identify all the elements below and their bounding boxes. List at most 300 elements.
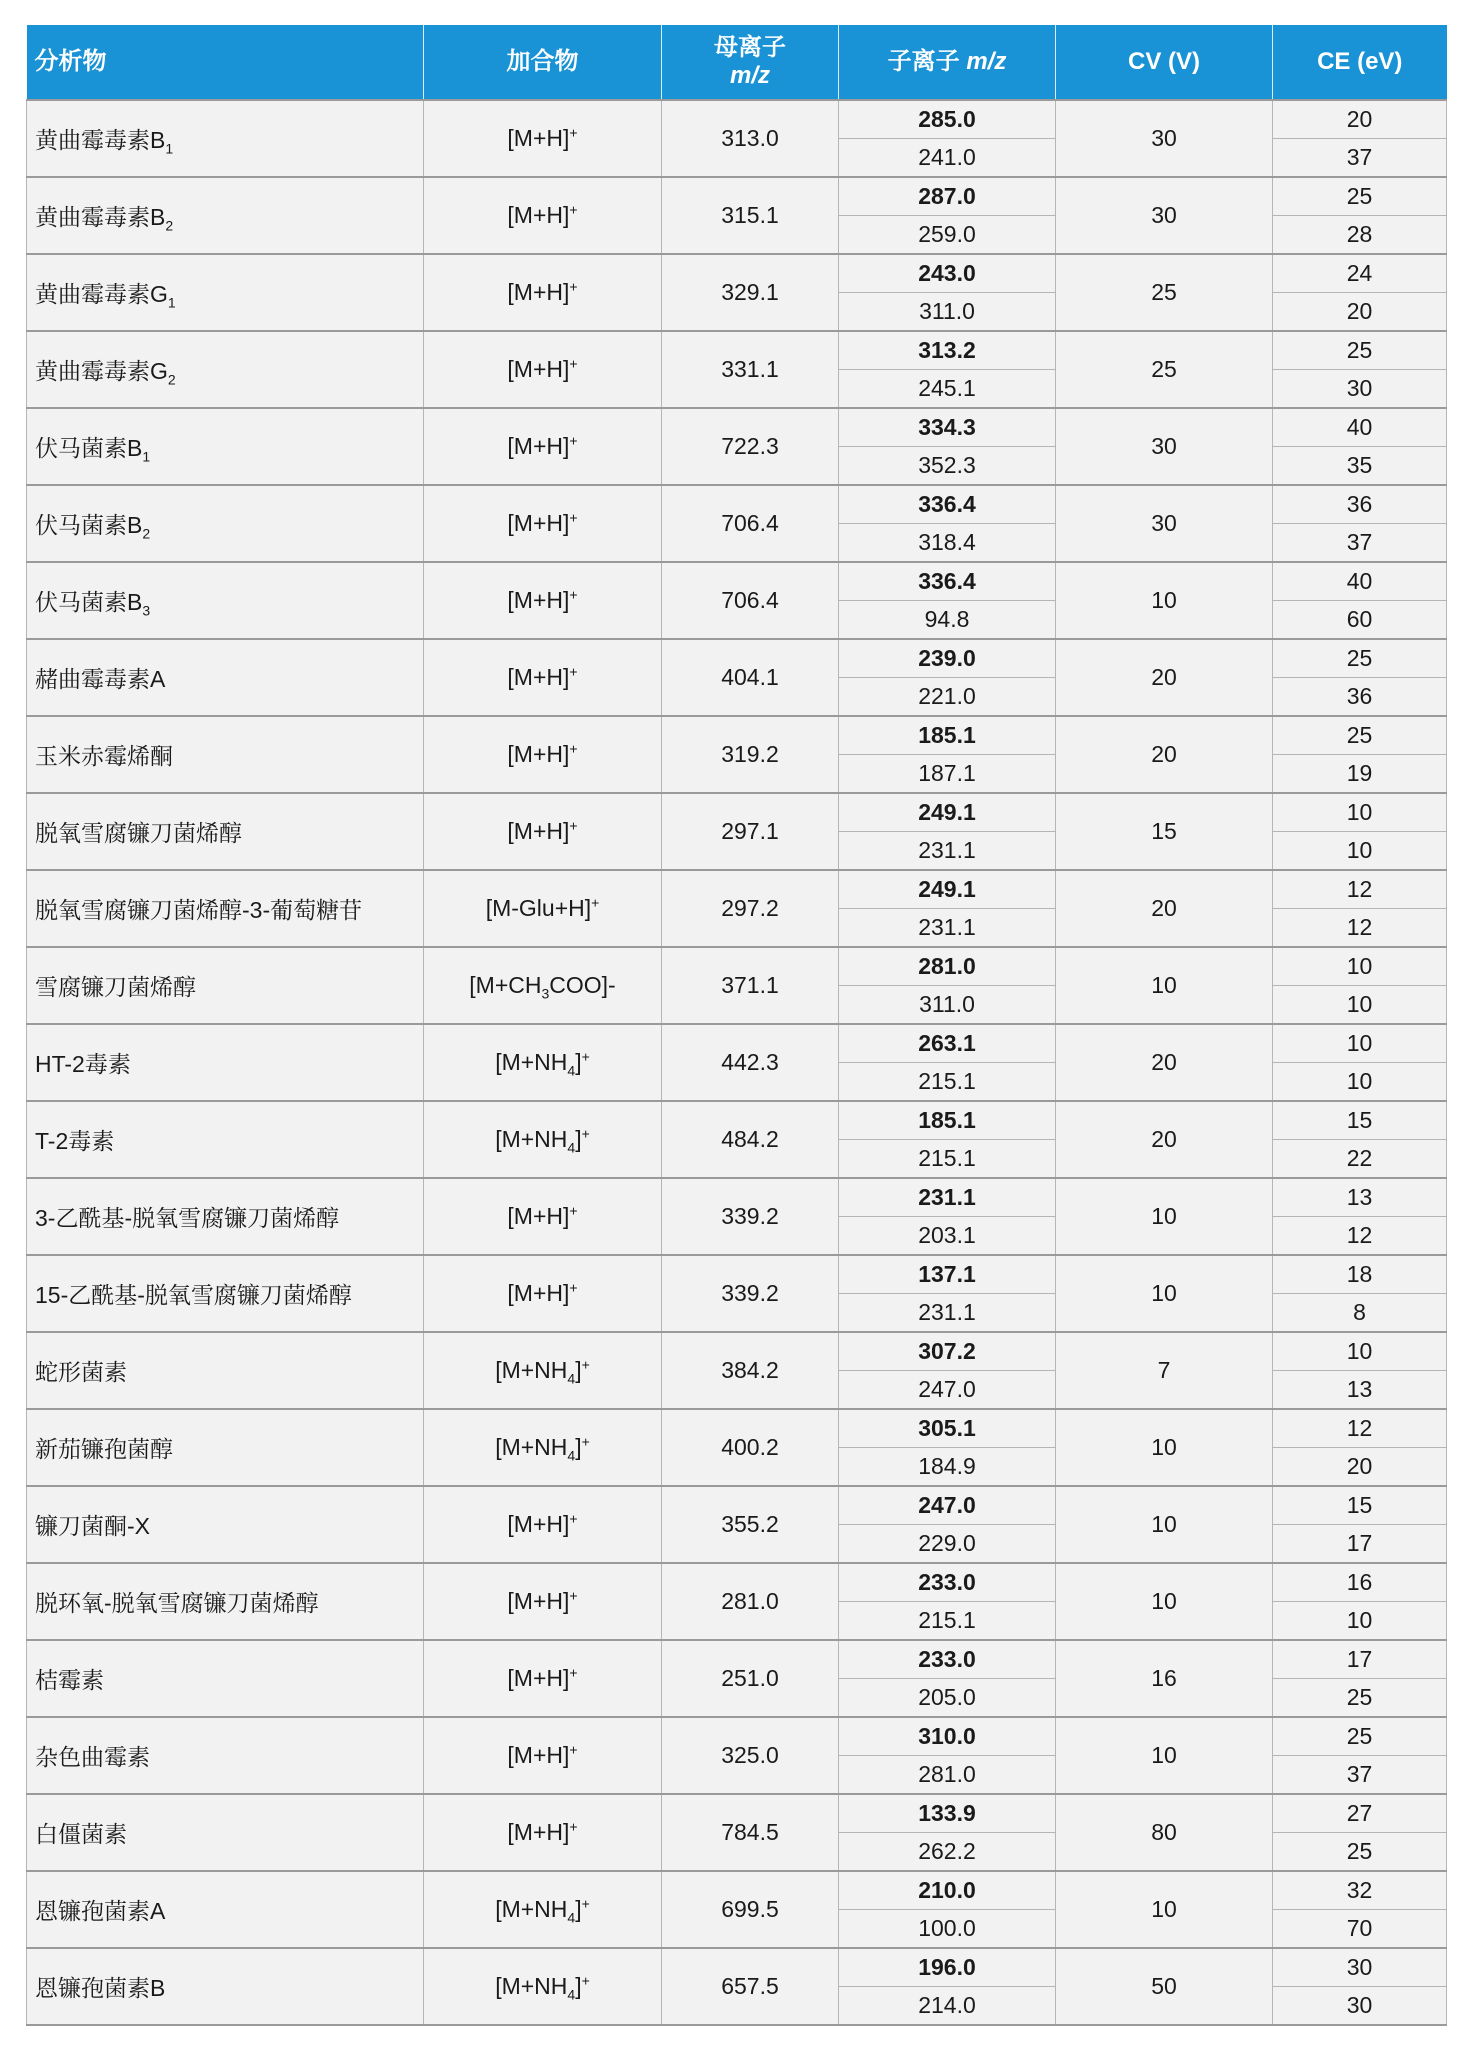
- table-row: [27, 1486, 1447, 1525]
- analyte-cell: [27, 254, 424, 331]
- adduct-subscript: 3: [541, 985, 550, 1002]
- analyte-cell: [27, 1255, 424, 1332]
- adduct-tail: ]: [575, 1049, 582, 1075]
- analyte-cell: [27, 716, 424, 793]
- ce-cell-1: 10: [1273, 1332, 1447, 1371]
- table-row: [27, 1409, 1447, 1448]
- analyte-cell: [27, 1024, 424, 1101]
- ce-cell-1: 25: [1273, 1717, 1447, 1756]
- header-cv: CV (V): [1056, 25, 1273, 100]
- ce-cell-2: 22: [1273, 1140, 1447, 1179]
- adduct-cell: [424, 1255, 662, 1332]
- ce-cell-1: 40: [1273, 562, 1447, 601]
- parent-mz-cell: 339.2: [662, 1178, 839, 1255]
- table-row: [27, 331, 1447, 370]
- analyte-name: 新茄镰孢菌醇: [35, 1436, 173, 1462]
- header-daughter-italic: m/z: [966, 48, 1007, 76]
- adduct-cell: [424, 870, 662, 947]
- adduct-cell: [424, 1101, 662, 1178]
- adduct-main: [M-Glu+H]: [485, 895, 592, 921]
- adduct-charge: +: [569, 817, 578, 834]
- parent-mz-cell: 442.3: [662, 1024, 839, 1101]
- daughter-mz-quantifier: 249.1: [839, 870, 1056, 909]
- analyte-subscript: 3: [142, 602, 151, 619]
- cv-cell: 10: [1056, 1255, 1273, 1332]
- daughter-mz-quantifier: 287.0: [839, 177, 1056, 216]
- analyte-cell: [27, 1871, 424, 1948]
- adduct-main: [M+CH: [469, 972, 542, 998]
- adduct-charge: +: [569, 586, 578, 603]
- ce-cell-2: 60: [1273, 601, 1447, 640]
- analyte-cell: [27, 331, 424, 408]
- adduct-cell: [424, 947, 662, 1024]
- daughter-mz-qualifier: 187.1: [839, 755, 1056, 794]
- parent-mz-cell: 371.1: [662, 947, 839, 1024]
- ce-cell-2: 10: [1273, 832, 1447, 871]
- ce-cell-2: 30: [1273, 1987, 1447, 2026]
- analyte-name: 白僵菌素: [35, 1821, 127, 1847]
- analyte-subscript: 2: [142, 525, 151, 542]
- adduct-charge: +: [569, 1202, 578, 1219]
- table-row: [27, 100, 1447, 139]
- parent-mz-cell: 331.1: [662, 331, 839, 408]
- mrm-parameter-table: [26, 25, 1447, 2026]
- daughter-mz-quantifier: 336.4: [839, 485, 1056, 524]
- adduct-charge: +: [569, 278, 578, 295]
- adduct-cell: [424, 254, 662, 331]
- analyte-cell: [27, 1486, 424, 1563]
- adduct-main: [M+H]: [507, 1588, 570, 1614]
- adduct-main: [M+H]: [507, 510, 570, 536]
- ce-cell-2: 12: [1273, 1217, 1447, 1256]
- ce-cell-1: 27: [1273, 1794, 1447, 1833]
- analyte-cell: [27, 1717, 424, 1794]
- parent-mz-cell: 313.0: [662, 100, 839, 177]
- header-daughter-prefix: 子离子: [887, 48, 967, 76]
- adduct-cell: [424, 562, 662, 639]
- analyte-cell: [27, 1563, 424, 1640]
- analyte-name: 3-乙酰基-脱氧雪腐镰刀菌烯醇: [35, 1205, 340, 1231]
- ce-cell-2: 35: [1273, 447, 1447, 486]
- adduct-charge: +: [569, 124, 578, 141]
- header-parent-ion: [662, 25, 839, 100]
- adduct-cell: [424, 1178, 662, 1255]
- adduct-charge: +: [569, 1510, 578, 1527]
- cv-cell: 30: [1056, 485, 1273, 562]
- header-adduct: 加合物: [424, 25, 662, 100]
- analyte-name: 伏马菌素B: [35, 589, 143, 615]
- daughter-mz-quantifier: 239.0: [839, 639, 1056, 678]
- analyte-subscript: 1: [165, 140, 174, 157]
- daughter-mz-qualifier: 215.1: [839, 1063, 1056, 1102]
- analyte-name: 黄曲霉毒素B: [35, 204, 166, 230]
- daughter-mz-qualifier: 100.0: [839, 1910, 1056, 1949]
- adduct-cell: [424, 1948, 662, 2025]
- daughter-mz-qualifier: 241.0: [839, 139, 1056, 178]
- daughter-mz-qualifier: 245.1: [839, 370, 1056, 409]
- parent-mz-cell: 319.2: [662, 716, 839, 793]
- cv-cell: 20: [1056, 639, 1273, 716]
- daughter-mz-qualifier: 311.0: [839, 986, 1056, 1025]
- parent-mz-cell: 329.1: [662, 254, 839, 331]
- adduct-tail: ]: [575, 1896, 582, 1922]
- analyte-subscript: 2: [167, 371, 176, 388]
- cv-cell: 30: [1056, 100, 1273, 177]
- adduct-subscript: 4: [567, 1139, 576, 1156]
- adduct-charge: +: [591, 894, 600, 911]
- mrm-parameter-table-container: [26, 25, 1446, 2026]
- adduct-cell: [424, 1332, 662, 1409]
- parent-mz-cell: 784.5: [662, 1794, 839, 1871]
- table-row: [27, 1948, 1447, 1987]
- analyte-name: 黄曲霉毒素B: [35, 127, 166, 153]
- analyte-cell: [27, 870, 424, 947]
- analyte-name: 杂色曲霉素: [35, 1744, 150, 1770]
- daughter-mz-qualifier: 203.1: [839, 1217, 1056, 1256]
- ce-cell-1: 25: [1273, 639, 1447, 678]
- parent-mz-cell: 400.2: [662, 1409, 839, 1486]
- daughter-mz-quantifier: 243.0: [839, 254, 1056, 293]
- adduct-cell: [424, 1640, 662, 1717]
- daughter-mz-quantifier: 185.1: [839, 716, 1056, 755]
- analyte-name: 恩镰孢菌素A: [35, 1898, 166, 1924]
- analyte-name: 15-乙酰基-脱氧雪腐镰刀菌烯醇: [35, 1282, 352, 1308]
- cv-cell: 10: [1056, 1178, 1273, 1255]
- table-row: [27, 1178, 1447, 1217]
- parent-mz-cell: 355.2: [662, 1486, 839, 1563]
- ce-cell-1: 36: [1273, 485, 1447, 524]
- analyte-cell: [27, 177, 424, 254]
- cv-cell: 10: [1056, 1563, 1273, 1640]
- ce-cell-2: 10: [1273, 1602, 1447, 1641]
- analyte-name: 蛇形菌素: [35, 1359, 127, 1385]
- adduct-main: [M+H]: [507, 433, 570, 459]
- adduct-subscript: 4: [567, 1062, 576, 1079]
- analyte-name: 恩镰孢菌素B: [35, 1975, 166, 2001]
- cv-cell: 10: [1056, 562, 1273, 639]
- daughter-mz-quantifier: 233.0: [839, 1640, 1056, 1679]
- ce-cell-2: 13: [1273, 1371, 1447, 1410]
- cv-cell: 10: [1056, 1486, 1273, 1563]
- daughter-mz-quantifier: 263.1: [839, 1024, 1056, 1063]
- adduct-charge: +: [569, 432, 578, 449]
- adduct-cell: [424, 177, 662, 254]
- parent-mz-cell: 706.4: [662, 562, 839, 639]
- analyte-name: 脱环氧-脱氧雪腐镰刀菌烯醇: [35, 1590, 319, 1616]
- adduct-main: [M+H]: [507, 1280, 570, 1306]
- cv-cell: 20: [1056, 716, 1273, 793]
- analyte-name: 脱氧雪腐镰刀菌烯醇: [35, 820, 242, 846]
- adduct-cell: [424, 1871, 662, 1948]
- analyte-name: 赭曲霉毒素A: [35, 666, 166, 692]
- cv-cell: 20: [1056, 1101, 1273, 1178]
- adduct-cell: [424, 716, 662, 793]
- adduct-cell: [424, 1717, 662, 1794]
- cv-cell: 10: [1056, 1409, 1273, 1486]
- analyte-name: 镰刀菌酮-X: [35, 1513, 150, 1539]
- daughter-mz-qualifier: 352.3: [839, 447, 1056, 486]
- adduct-tail: ]: [575, 1973, 582, 1999]
- daughter-mz-qualifier: 215.1: [839, 1140, 1056, 1179]
- ce-cell-1: 15: [1273, 1486, 1447, 1525]
- ce-cell-2: 19: [1273, 755, 1447, 794]
- daughter-mz-quantifier: 247.0: [839, 1486, 1056, 1525]
- daughter-mz-qualifier: 205.0: [839, 1679, 1056, 1718]
- table-row: [27, 177, 1447, 216]
- analyte-name: 脱氧雪腐镰刀菌烯醇-3-葡萄糖苷: [35, 897, 363, 923]
- table-row: [27, 1024, 1447, 1063]
- adduct-cell: [424, 485, 662, 562]
- daughter-mz-qualifier: 221.0: [839, 678, 1056, 717]
- analyte-name: 桔霉素: [35, 1667, 104, 1693]
- adduct-main: [M+H]: [507, 741, 570, 767]
- ce-cell-2: 17: [1273, 1525, 1447, 1564]
- daughter-mz-qualifier: 215.1: [839, 1602, 1056, 1641]
- adduct-main: [M+H]: [507, 1819, 570, 1845]
- adduct-charge: +: [581, 1048, 590, 1065]
- adduct-charge: +: [581, 1356, 590, 1373]
- adduct-cell: [424, 408, 662, 485]
- ce-cell-2: 10: [1273, 986, 1447, 1025]
- daughter-mz-qualifier: 94.8: [839, 601, 1056, 640]
- parent-mz-cell: 297.2: [662, 870, 839, 947]
- cv-cell: 10: [1056, 947, 1273, 1024]
- adduct-tail: ]: [575, 1126, 582, 1152]
- analyte-cell: [27, 562, 424, 639]
- adduct-charge: +: [569, 1741, 578, 1758]
- analyte-cell: [27, 1794, 424, 1871]
- cv-cell: 30: [1056, 177, 1273, 254]
- daughter-mz-qualifier: 281.0: [839, 1756, 1056, 1795]
- table-row: [27, 716, 1447, 755]
- adduct-charge: +: [581, 1433, 590, 1450]
- ce-cell-2: 37: [1273, 139, 1447, 178]
- ce-cell-1: 30: [1273, 1948, 1447, 1987]
- adduct-charge: +: [581, 1895, 590, 1912]
- analyte-cell: [27, 1409, 424, 1486]
- daughter-mz-qualifier: 247.0: [839, 1371, 1056, 1410]
- ce-cell-1: 10: [1273, 793, 1447, 832]
- parent-mz-cell: 404.1: [662, 639, 839, 716]
- table-row: [27, 1640, 1447, 1679]
- analyte-name: 黄曲霉毒素G: [35, 358, 168, 384]
- table-row: [27, 1563, 1447, 1602]
- daughter-mz-quantifier: 231.1: [839, 1178, 1056, 1217]
- daughter-mz-quantifier: 133.9: [839, 1794, 1056, 1833]
- ce-cell-1: 25: [1273, 177, 1447, 216]
- analyte-name: 玉米赤霉烯酮: [35, 743, 173, 769]
- table-row: [27, 408, 1447, 447]
- cv-cell: 15: [1056, 793, 1273, 870]
- analyte-name: 伏马菌素B: [35, 435, 143, 461]
- daughter-mz-qualifier: 229.0: [839, 1525, 1056, 1564]
- daughter-mz-quantifier: 336.4: [839, 562, 1056, 601]
- ce-cell-2: 10: [1273, 1063, 1447, 1102]
- parent-mz-cell: 297.1: [662, 793, 839, 870]
- ce-cell-2: 30: [1273, 370, 1447, 409]
- analyte-subscript: 1: [142, 448, 151, 465]
- analyte-cell: [27, 1101, 424, 1178]
- adduct-main: [M+H]: [507, 1742, 570, 1768]
- daughter-mz-quantifier: 281.0: [839, 947, 1056, 986]
- cv-cell: 16: [1056, 1640, 1273, 1717]
- adduct-main: [M+H]: [507, 1203, 570, 1229]
- analyte-cell: [27, 485, 424, 562]
- parent-mz-cell: 325.0: [662, 1717, 839, 1794]
- daughter-mz-quantifier: 334.3: [839, 408, 1056, 447]
- analyte-name: 伏马菌素B: [35, 512, 143, 538]
- ce-cell-2: 25: [1273, 1679, 1447, 1718]
- analyte-cell: [27, 1640, 424, 1717]
- ce-cell-2: 37: [1273, 1756, 1447, 1795]
- parent-mz-cell: 484.2: [662, 1101, 839, 1178]
- analyte-name: 雪腐镰刀菌烯醇: [35, 974, 196, 1000]
- analyte-cell: [27, 1332, 424, 1409]
- ce-cell-1: 17: [1273, 1640, 1447, 1679]
- adduct-charge: +: [569, 201, 578, 218]
- table-row: [27, 793, 1447, 832]
- cv-cell: 10: [1056, 1717, 1273, 1794]
- adduct-main: [M+H]: [507, 202, 570, 228]
- header-parent-line1: 母离子: [714, 34, 786, 62]
- table-row: [27, 1871, 1447, 1910]
- adduct-charge: +: [569, 509, 578, 526]
- cv-cell: 10: [1056, 1871, 1273, 1948]
- table-row: [27, 254, 1447, 293]
- daughter-mz-qualifier: 311.0: [839, 293, 1056, 332]
- table-row: [27, 639, 1447, 678]
- header-ce: CE (eV): [1273, 25, 1447, 100]
- analyte-name: 黄曲霉毒素G: [35, 281, 168, 307]
- adduct-main: [M+NH: [495, 1126, 568, 1152]
- ce-cell-1: 16: [1273, 1563, 1447, 1602]
- ce-cell-1: 32: [1273, 1871, 1447, 1910]
- adduct-cell: [424, 100, 662, 177]
- header-daughter-ion: [839, 25, 1056, 100]
- ce-cell-2: 8: [1273, 1294, 1447, 1333]
- ce-cell-1: 12: [1273, 1409, 1447, 1448]
- parent-mz-cell: 339.2: [662, 1255, 839, 1332]
- cv-cell: 25: [1056, 331, 1273, 408]
- header-analyte: 分析物: [27, 25, 424, 100]
- analyte-cell: [27, 947, 424, 1024]
- header-parent-line2: m/z: [729, 62, 770, 89]
- adduct-main: [M+NH: [495, 1973, 568, 1999]
- daughter-mz-qualifier: 214.0: [839, 1987, 1056, 2026]
- analyte-cell: [27, 1178, 424, 1255]
- table-row: [27, 947, 1447, 986]
- adduct-charge: +: [569, 663, 578, 680]
- parent-mz-cell: 251.0: [662, 1640, 839, 1717]
- cv-cell: 30: [1056, 408, 1273, 485]
- adduct-cell: [424, 1563, 662, 1640]
- adduct-cell: [424, 793, 662, 870]
- adduct-cell: [424, 331, 662, 408]
- adduct-main: [M+NH: [495, 1434, 568, 1460]
- adduct-main: [M+H]: [507, 356, 570, 382]
- daughter-mz-quantifier: 285.0: [839, 100, 1056, 139]
- daughter-mz-quantifier: 185.1: [839, 1101, 1056, 1140]
- ce-cell-2: 37: [1273, 524, 1447, 563]
- ce-cell-2: 12: [1273, 909, 1447, 948]
- cv-cell: 20: [1056, 870, 1273, 947]
- ce-cell-2: 28: [1273, 216, 1447, 255]
- analyte-cell: [27, 408, 424, 485]
- adduct-tail: COO]-: [549, 972, 616, 998]
- adduct-cell: [424, 1794, 662, 1871]
- ce-cell-1: 10: [1273, 1024, 1447, 1063]
- parent-mz-cell: 706.4: [662, 485, 839, 562]
- table-row: [27, 1255, 1447, 1294]
- ce-cell-1: 18: [1273, 1255, 1447, 1294]
- table-body: [27, 100, 1447, 2025]
- ce-cell-1: 25: [1273, 331, 1447, 370]
- table-row: [27, 1101, 1447, 1140]
- cv-cell: 80: [1056, 1794, 1273, 1871]
- ce-cell-1: 12: [1273, 870, 1447, 909]
- adduct-subscript: 4: [567, 1986, 576, 2003]
- daughter-mz-quantifier: 196.0: [839, 1948, 1056, 1987]
- adduct-main: [M+H]: [507, 279, 570, 305]
- adduct-main: [M+NH: [495, 1049, 568, 1075]
- parent-mz-cell: 722.3: [662, 408, 839, 485]
- adduct-charge: +: [569, 1587, 578, 1604]
- parent-mz-cell: 281.0: [662, 1563, 839, 1640]
- adduct-main: [M+H]: [507, 587, 570, 613]
- adduct-tail: ]: [575, 1434, 582, 1460]
- daughter-mz-qualifier: 259.0: [839, 216, 1056, 255]
- adduct-subscript: 4: [567, 1447, 576, 1464]
- header-row: [27, 25, 1447, 100]
- adduct-main: [M+H]: [507, 1665, 570, 1691]
- daughter-mz-quantifier: 313.2: [839, 331, 1056, 370]
- analyte-subscript: 2: [165, 217, 174, 234]
- parent-mz-cell: 657.5: [662, 1948, 839, 2025]
- ce-cell-2: 36: [1273, 678, 1447, 717]
- adduct-cell: [424, 639, 662, 716]
- adduct-charge: +: [569, 1818, 578, 1835]
- analyte-subscript: 1: [167, 294, 176, 311]
- ce-cell-1: 20: [1273, 100, 1447, 139]
- table-row: [27, 562, 1447, 601]
- adduct-charge: +: [581, 1972, 590, 1989]
- ce-cell-1: 15: [1273, 1101, 1447, 1140]
- table-row: [27, 870, 1447, 909]
- adduct-cell: [424, 1486, 662, 1563]
- daughter-mz-quantifier: 233.0: [839, 1563, 1056, 1602]
- daughter-mz-qualifier: 231.1: [839, 1294, 1056, 1333]
- ce-cell-1: 13: [1273, 1178, 1447, 1217]
- ce-cell-2: 20: [1273, 293, 1447, 332]
- adduct-main: [M+H]: [507, 125, 570, 151]
- analyte-cell: [27, 100, 424, 177]
- analyte-name: HT-2毒素: [35, 1051, 131, 1077]
- ce-cell-2: 20: [1273, 1448, 1447, 1487]
- adduct-subscript: 4: [567, 1909, 576, 1926]
- adduct-main: [M+NH: [495, 1896, 568, 1922]
- analyte-cell: [27, 1948, 424, 2025]
- analyte-cell: [27, 639, 424, 716]
- adduct-main: [M+H]: [507, 1511, 570, 1537]
- adduct-cell: [424, 1409, 662, 1486]
- daughter-mz-quantifier: 310.0: [839, 1717, 1056, 1756]
- parent-mz-cell: 384.2: [662, 1332, 839, 1409]
- daughter-mz-quantifier: 210.0: [839, 1871, 1056, 1910]
- daughter-mz-qualifier: 262.2: [839, 1833, 1056, 1872]
- parent-mz-cell: 315.1: [662, 177, 839, 254]
- daughter-mz-qualifier: 184.9: [839, 1448, 1056, 1487]
- ce-cell-1: 40: [1273, 408, 1447, 447]
